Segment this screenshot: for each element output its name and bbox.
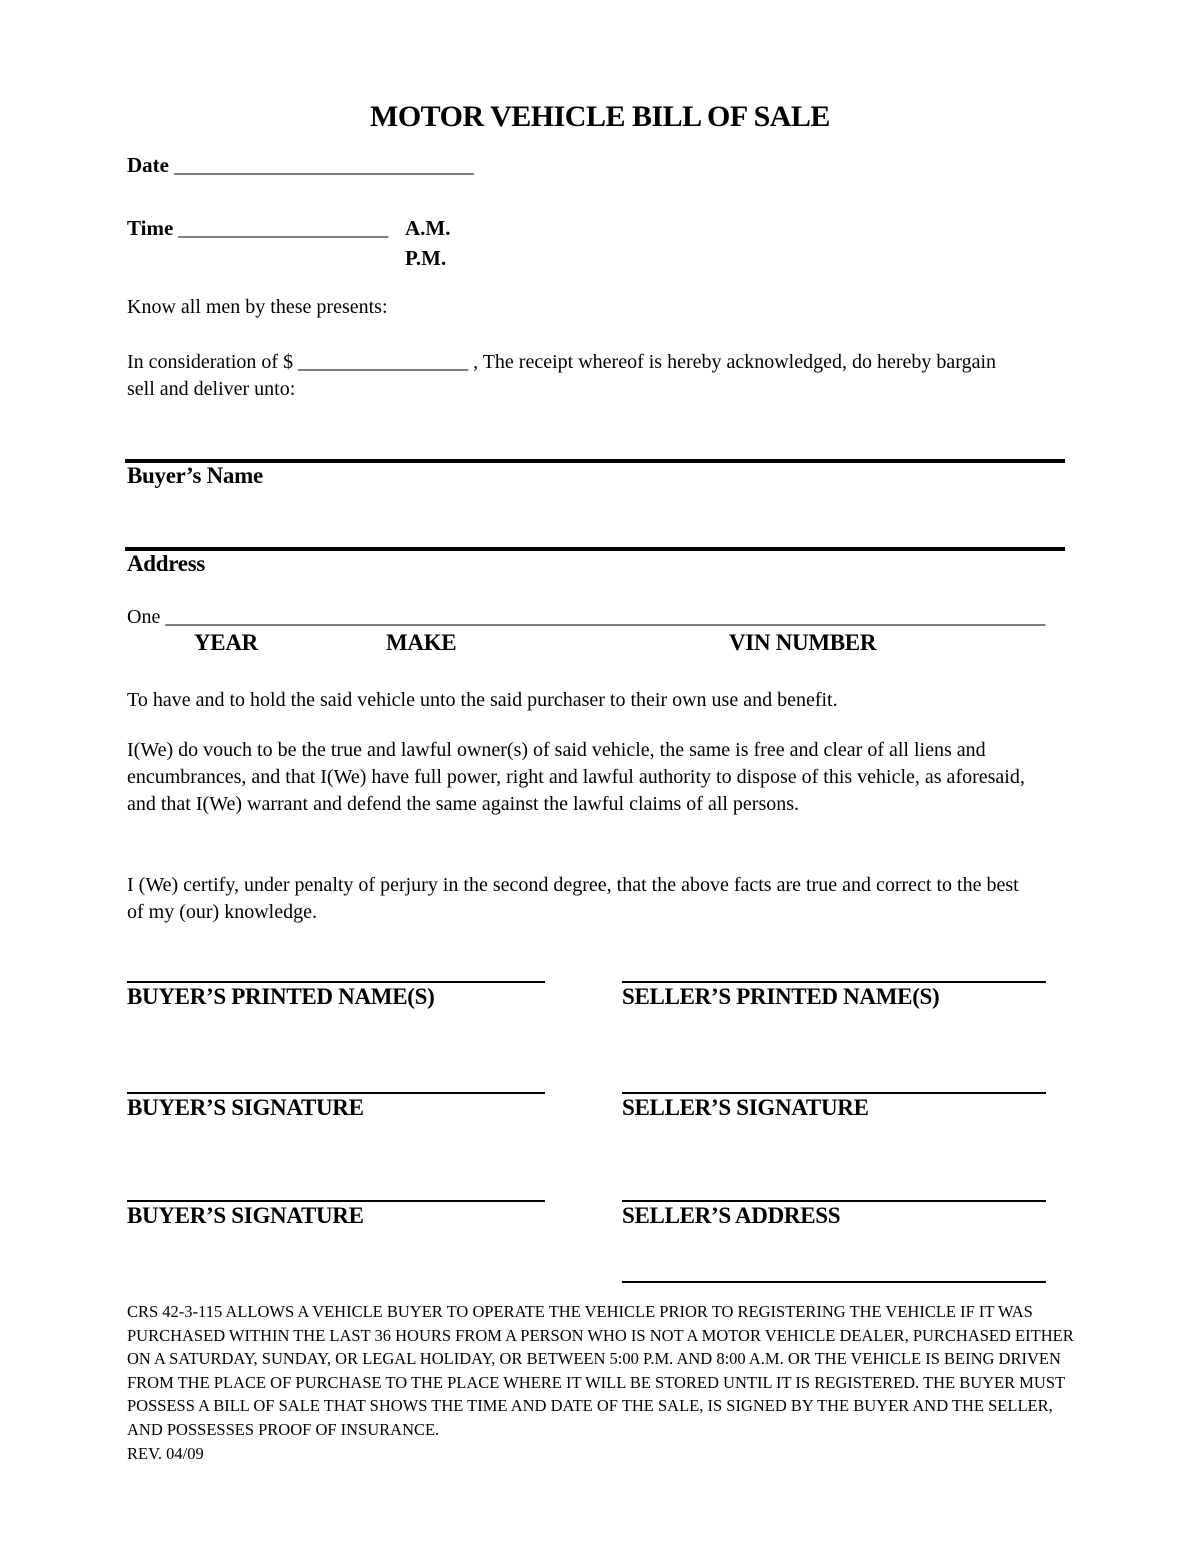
- buyer-signature-line-2: [127, 1200, 545, 1202]
- buyer-name-label: Buyer’s Name: [127, 463, 263, 488]
- revision-note: REV. 04/09: [127, 1443, 204, 1463]
- am-label: A.M.: [405, 216, 451, 240]
- time-label: Time: [127, 216, 174, 240]
- date-label: Date: [127, 153, 169, 177]
- seller-signature-label: SELLER’S SIGNATURE: [622, 1095, 869, 1120]
- time-field-row: [127, 216, 451, 270]
- habendum-paragraph: To have and to hold the said vehicle unto the said purchaser to their own use and benefit.: [127, 689, 838, 711]
- vin-number-column-header: VIN NUMBER: [729, 630, 877, 655]
- seller-signature-line: [622, 1092, 1046, 1094]
- legal-footer: [127, 1300, 1077, 1465]
- pm-label: P.M.: [405, 246, 447, 270]
- seller-printed-name-line: [622, 981, 1046, 983]
- legal-notice: CRS 42-3-115 ALLOWS A VEHICLE BUYER TO OPERATE THE VEHICLE PRIOR TO REGISTERING THE VEHICLE IF IT WAS PURCHASED WITHIN THE LAST 36 HOURS FROM A PERSON WHO IS NOT A MOTOR VEHICLE DEALER, PURCHASED EITHER ON A SATURDAY, SUNDAY, OR LEGAL HOLIDAY, OR BETWEEN 5:00 P.M. AND 8:00 A.M. OR THE VEHICLE IS BEING DRIVEN FROM THE PLACE OF PURCHASE TO THE PLACE WHERE IT WILL BE STORED UNTIL IT IS REGISTERED. THE BUYER MUST POSSESS A BILL OF SALE THAT SHOWS THE TIME AND DATE OF THE SALE, IS SIGNED BY THE BUYER AND THE SELLER, AND POSSESSES PROOF OF INSURANCE.: [127, 1302, 1074, 1439]
- buyer-printed-name-line: [127, 981, 545, 983]
- consideration-suffix: , The receipt whereof is hereby acknowledged, do hereby bargain sell and deliver unto:: [127, 351, 997, 400]
- vehicle-description-row: [127, 606, 1045, 629]
- buyer-name-divider-line: [125, 459, 1065, 463]
- certification-paragraph: I (We) certify, under penalty of perjury in the second degree, that the above facts are true and correct to the best of my (our) knowledge.: [127, 874, 1019, 923]
- vehicle-description-blank: ________________________________________________________________________________________: [165, 606, 1046, 628]
- address-divider-line: [125, 547, 1065, 551]
- buyer-printed-name-label: BUYER’S PRINTED NAME(S): [127, 984, 435, 1009]
- time-blank-line: _____________________: [178, 218, 389, 240]
- presents-line: Know all men by these presents:: [127, 296, 388, 318]
- seller-address-line: [622, 1200, 1046, 1202]
- one-label: One: [127, 606, 161, 628]
- consideration-amount-blank: _________________: [298, 351, 469, 373]
- buyer-signature-label-2: BUYER’S SIGNATURE: [127, 1203, 364, 1228]
- address-label: Address: [127, 551, 205, 576]
- consideration-paragraph: [127, 349, 997, 403]
- date-field-row: [127, 153, 474, 178]
- make-column-header: MAKE: [386, 630, 457, 655]
- seller-address-extra-line: [622, 1281, 1046, 1283]
- date-blank-line: ______________________________: [173, 155, 474, 177]
- year-column-header: YEAR: [194, 630, 258, 655]
- seller-address-label: SELLER’S ADDRESS: [622, 1203, 841, 1228]
- buyer-signature-line-1: [127, 1092, 545, 1094]
- buyer-signature-label-1: BUYER’S SIGNATURE: [127, 1095, 364, 1120]
- consideration-prefix: In consideration of $: [127, 351, 294, 373]
- seller-printed-name-label: SELLER’S PRINTED NAME(S): [622, 984, 940, 1009]
- document-title: MOTOR VEHICLE BILL OF SALE: [370, 100, 830, 133]
- warranty-paragraph: I(We) do vouch to be the true and lawful owner(s) of said vehicle, the same is free and clear of all liens and encumbrances, and that I(We) have full power, right and lawful authority to dispose of this vehicle, as aforesaid, and that I(We) warrant and defend the same against the lawful claims of all persons.: [127, 739, 1025, 815]
